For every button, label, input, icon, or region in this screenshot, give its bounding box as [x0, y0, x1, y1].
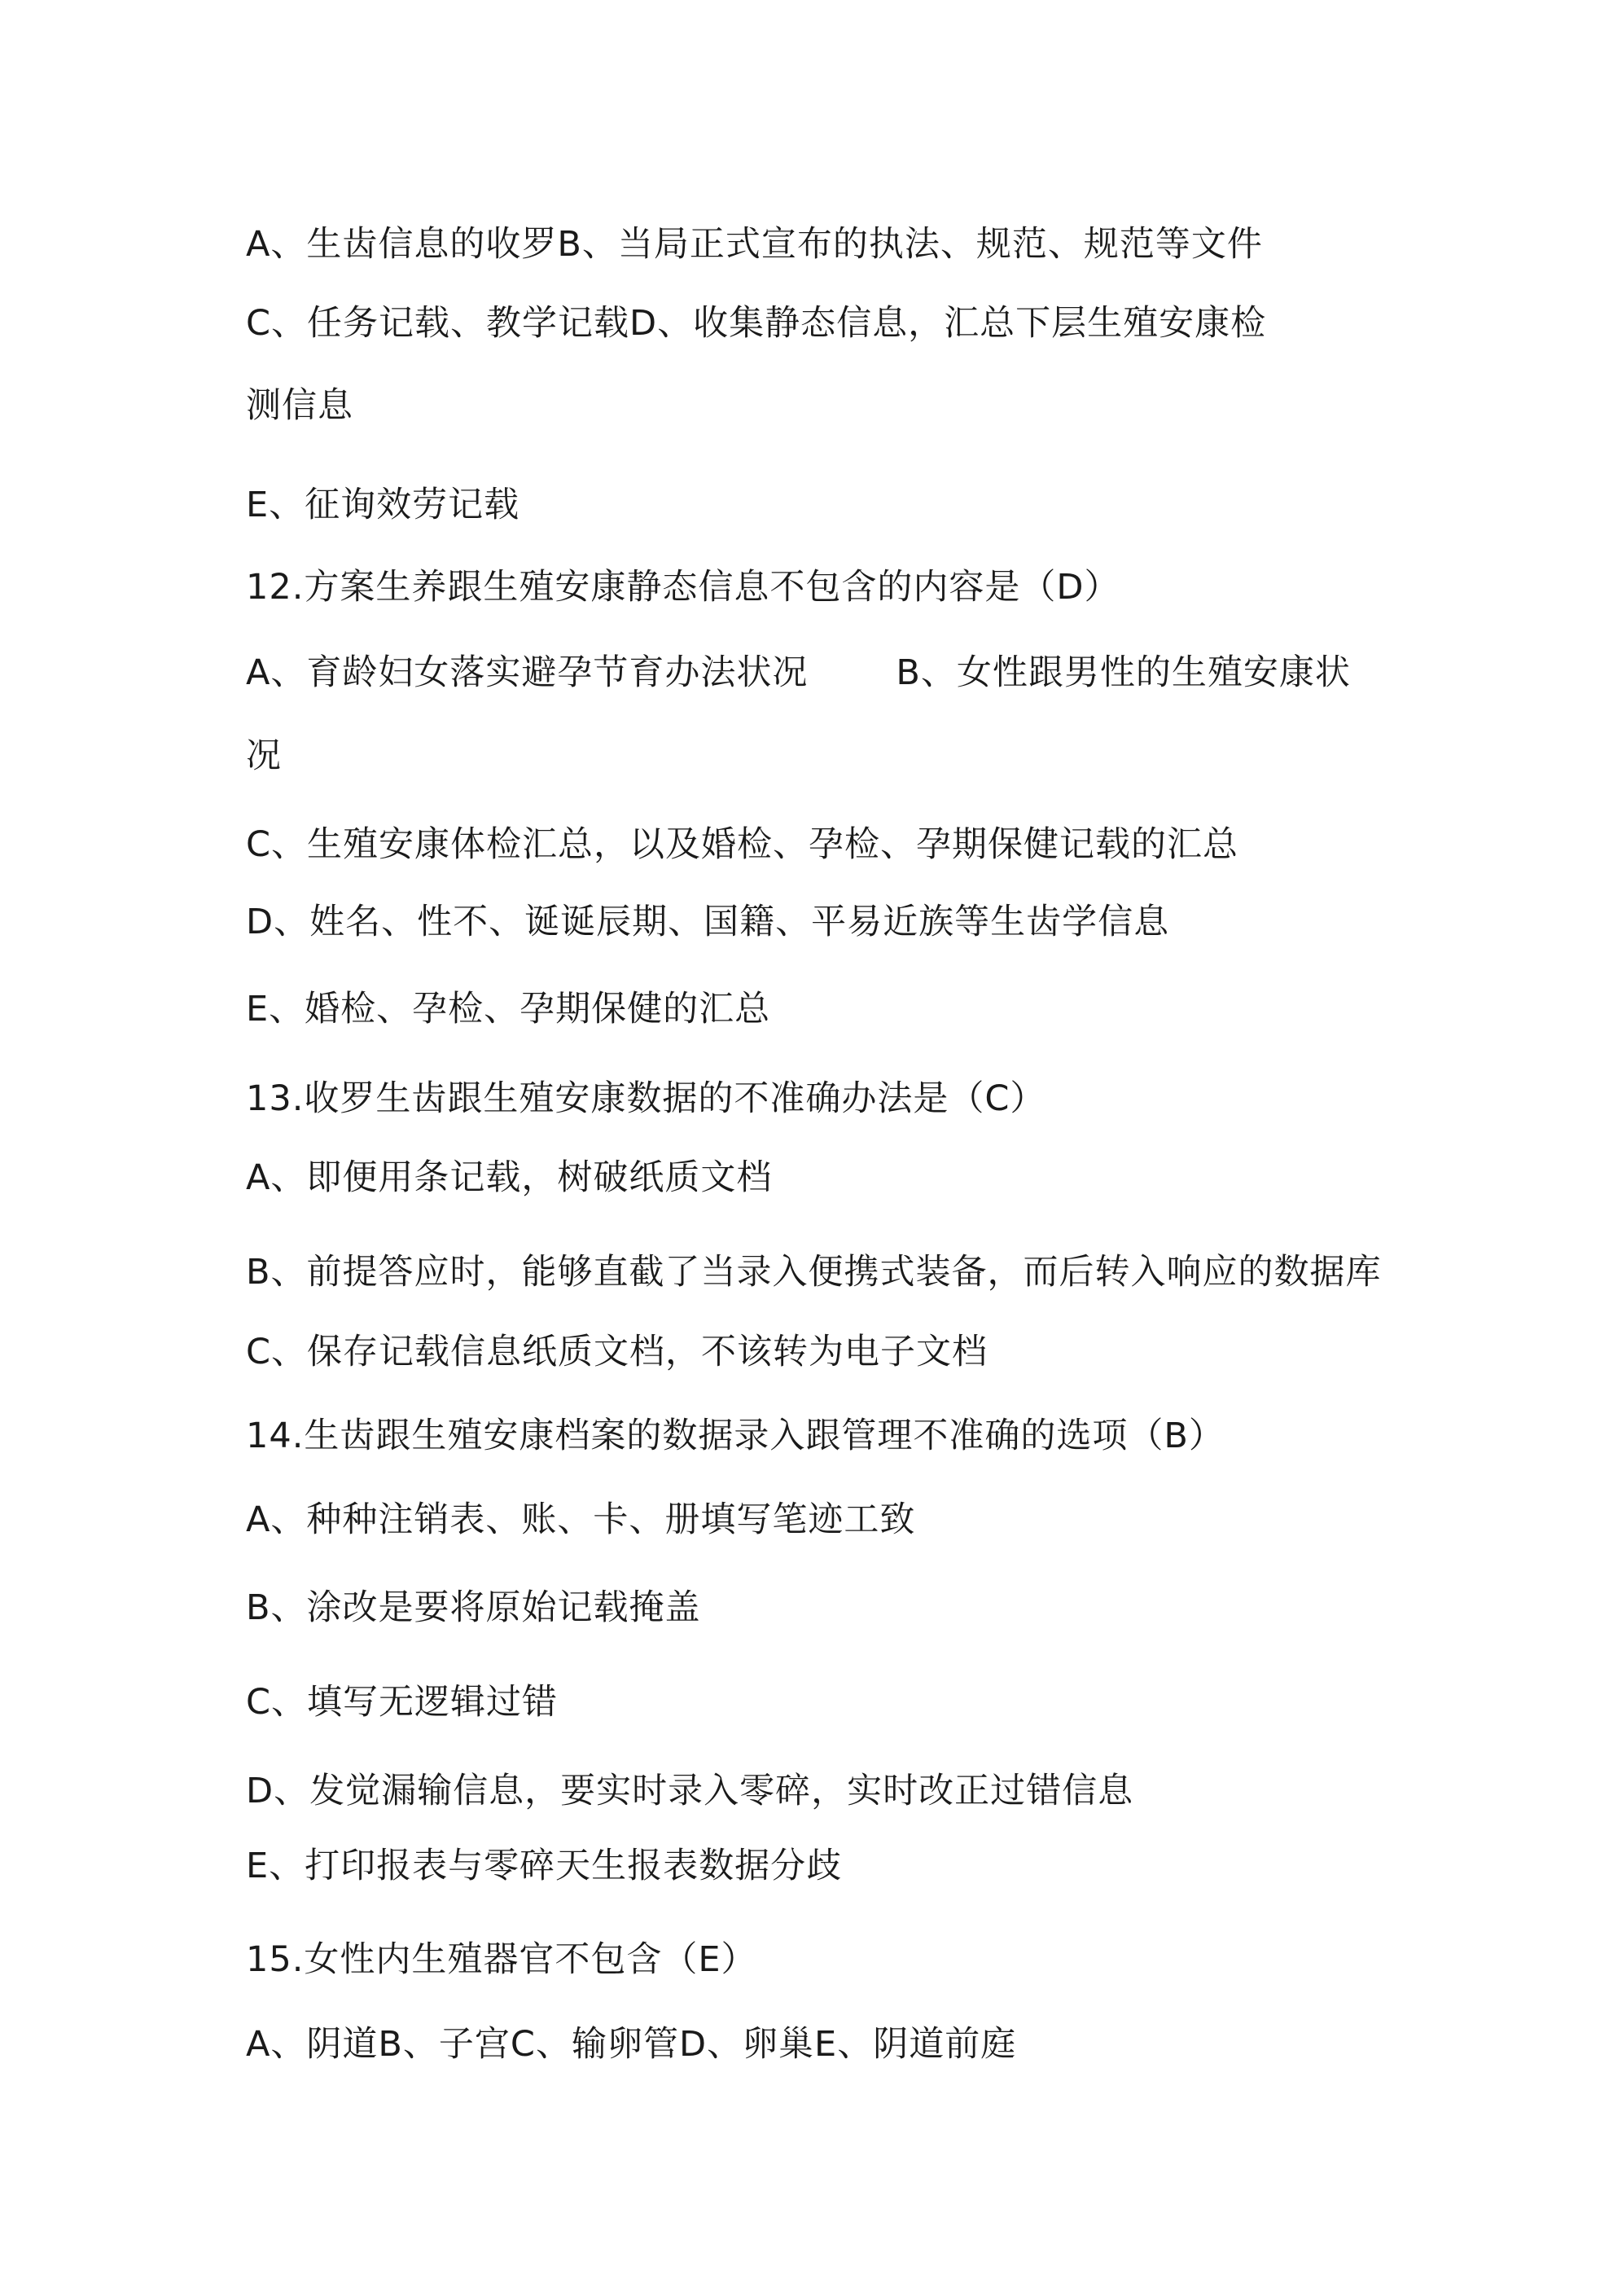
q15-options: A、阴道B、子宫C、输卵管D、卵巢E、阴道前庭	[246, 2024, 1017, 2065]
q11-option-d-continued: 测信息	[246, 385, 353, 426]
q11-option-c-d: C、任务记载、教学记载D、收集静态信息，汇总下层生殖安康检	[246, 303, 1267, 344]
q14-option-b: B、涂改是要将原始记载掩盖	[246, 1587, 701, 1628]
q12-option-b-continued: 况	[246, 735, 282, 776]
q12-option-e: E、婚检、孕检、孕期保健的汇总	[246, 989, 771, 1029]
q13-option-b: B、前提答应时，能够直截了当录入便携式装备，而后转入响应的数据库	[246, 1252, 1382, 1293]
q12-option-d: D、姓名、性不、诞诞辰期、国籍、平易近族等生齿学信息	[246, 902, 1170, 942]
q12-option-c: C、生殖安康体检汇总，以及婚检、孕检、孕期保健记载的汇总	[246, 824, 1239, 865]
q14-option-e: E、打印报表与零碎天生报表数据分歧	[246, 1846, 843, 1886]
q14-option-a: A、种种注销表、账、卡、册填写笔迹工致	[246, 1499, 916, 1540]
q11-option-a-b: A、生齿信息的收罗B、当局正式宣布的执法、规范、规范等文件	[246, 224, 1263, 265]
q13-option-a: A、即便用条记载，树破纸质文档	[246, 1157, 773, 1198]
question-14: 14.生齿跟生殖安康档案的数据录入跟管理不准确的选项（B）	[246, 1416, 1225, 1456]
question-15: 15.女性内生殖器官不包含（E）	[246, 1939, 757, 1980]
q14-option-c: C、填写无逻辑过错	[246, 1682, 559, 1723]
q13-option-c: C、保存记载信息纸质文档，不该转为电子文档	[246, 1332, 989, 1372]
question-13: 13.收罗生齿跟生殖安康数据的不准确办法是（C）	[246, 1078, 1046, 1119]
q12-option-b: B、女性跟男性的生殖安康状	[896, 652, 1351, 693]
q14-option-d: D、发觉漏输信息，要实时录入零碎，实时改正过错信息	[246, 1771, 1134, 1811]
q12-option-a: A、育龄妇女落实避孕节育办法状况	[246, 652, 809, 693]
q12-options-a-b	[246, 650, 1351, 696]
q11-option-e: E、征询效劳记载	[246, 485, 520, 525]
question-12: 12.方案生养跟生殖安康静态信息不包含的内容是（D）	[246, 567, 1120, 608]
